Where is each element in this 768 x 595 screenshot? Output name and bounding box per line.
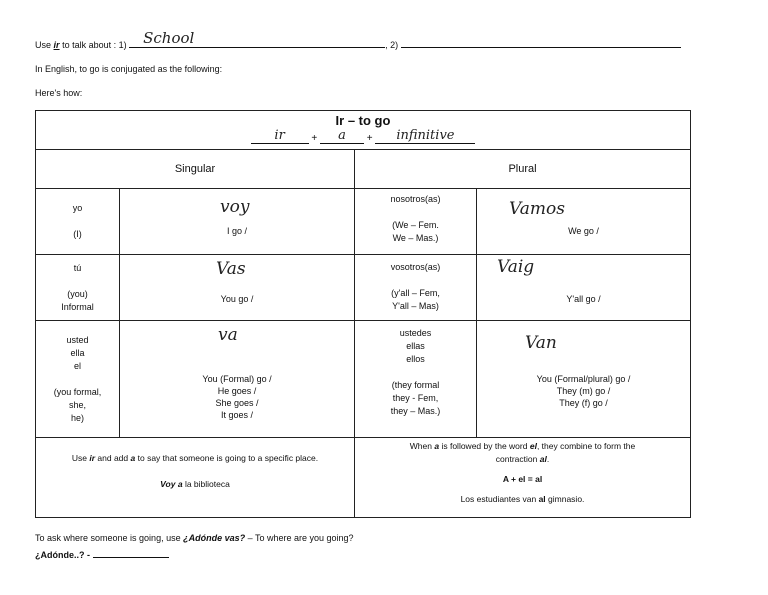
note-text: Use [71, 453, 87, 463]
footer-line-2 [35, 546, 169, 560]
formula-blank-3-handwriting: infinitive [396, 128, 455, 143]
pronoun-spacer [36, 275, 119, 288]
pronoun-line: they - Fem, [392, 393, 439, 403]
answer-1-field[interactable] [129, 29, 385, 48]
contraction-formula: A + el = al [502, 474, 543, 484]
answer-tu-handwriting: Vas [216, 259, 246, 279]
note-contraction [355, 438, 691, 518]
answer-nosotros-handwriting: Vamos [509, 199, 565, 219]
meaning-usted [120, 373, 354, 421]
heres-how [35, 88, 82, 98]
answer-cell-nosotros[interactable] [477, 189, 691, 255]
use-suffix-text: to talk about : 1) [62, 40, 127, 50]
footer-adonde: ¿Adónde..? - [35, 550, 90, 560]
formula-blank-2[interactable] [320, 128, 364, 144]
plural-header: Plural [355, 150, 691, 189]
answer-vosotros-handwriting: Vaig [497, 257, 535, 277]
note-ir-a-example [36, 478, 354, 491]
pronoun-line: ustedes [399, 328, 432, 338]
note-al: al [539, 454, 547, 464]
note-text: to say that someone is going to a specific place. [137, 453, 319, 463]
pronoun-nosotros [355, 189, 477, 255]
pronoun-usted [36, 321, 120, 438]
pronoun-line: ella [70, 347, 85, 358]
meaning-tu: You go / [220, 294, 254, 304]
pronoun-line: ellas [406, 341, 425, 351]
formula-plus-1: + [311, 133, 318, 144]
example-text: gimnasio. [548, 494, 585, 504]
footer-question: ¿Adónde vas? [183, 533, 246, 543]
meaning-line: It goes / [220, 410, 254, 420]
meaning-line: You (Formal) go / [202, 374, 272, 384]
meaning-line: You (Formal/plural) go / [536, 374, 631, 384]
note-a: a [130, 453, 136, 463]
contraction-example [355, 493, 690, 506]
answer-ustedes-handwriting: Van [525, 333, 557, 353]
example-text: Los estudiantes van [460, 494, 537, 504]
pronoun-spacer [36, 215, 119, 228]
note-ir-a-text [36, 452, 354, 465]
pronoun-line: vosotros(as) [390, 262, 441, 272]
meaning-line: She goes / [215, 398, 259, 408]
pronoun-line: (I) [73, 229, 82, 239]
pronoun-yo [36, 189, 120, 255]
note-ir-a [36, 438, 355, 518]
footer-text: To ask where someone is going, use [35, 533, 181, 543]
pronoun-line: (you) [67, 288, 88, 299]
pronoun-line: they – Mas.) [390, 406, 441, 416]
note-contraction-line1 [355, 440, 690, 453]
answer-2-field[interactable] [401, 36, 681, 48]
english-line-text: In English, to go is conjugated as the following: [35, 64, 223, 74]
conjugation-table [35, 110, 691, 518]
pronoun-line: tú [73, 262, 82, 273]
answer-cell-tu[interactable] [120, 255, 355, 321]
answer-cell-usted[interactable] [120, 321, 355, 438]
pronoun-line: (they formal [391, 380, 440, 390]
pronoun-tu [36, 255, 120, 321]
footer-text: – To where are you going? [247, 533, 354, 543]
pronoun-vosotros [355, 255, 477, 321]
pronoun-line: (We – Fem. [392, 220, 439, 230]
pronoun-line: yo [72, 203, 83, 213]
pronoun-ustedes [355, 321, 477, 438]
formula-blank-1[interactable] [251, 128, 309, 144]
pronoun-line: (you formal, [53, 386, 102, 397]
pronoun-line: el [73, 360, 81, 371]
note-a: a [434, 441, 440, 451]
note-text: , they combine to form the [536, 441, 636, 451]
table-title-cell [36, 111, 691, 150]
answer-cell-ustedes[interactable] [477, 321, 691, 438]
heres-how-text: Here's how: [35, 88, 83, 98]
answer-cell-yo[interactable] [120, 189, 355, 255]
meaning-line: They (m) go / [556, 386, 611, 396]
pronoun-spacer [355, 206, 476, 219]
answer-yo-handwriting: voy [220, 197, 250, 217]
pronoun-line: Y'all – Mas) [392, 301, 439, 311]
meaning-yo: I go / [226, 226, 247, 236]
instruction-use-ir [35, 29, 681, 50]
footer-line-1 [35, 533, 354, 543]
note-text: is followed by the word [441, 441, 528, 451]
meaning-vosotros: Y'all go / [566, 294, 601, 304]
pronoun-line: We – Mas.) [392, 233, 439, 243]
ir-word: ir [53, 40, 60, 50]
pronoun-line: usted [66, 334, 89, 345]
pronoun-line: nosotros(as) [390, 194, 441, 204]
answer-cell-vosotros[interactable] [477, 255, 691, 321]
meaning-nosotros: We go / [568, 226, 599, 236]
pronoun-spacer [355, 366, 476, 379]
pronoun-line: he) [70, 412, 84, 423]
adonde-answer-field[interactable] [93, 546, 169, 558]
meaning-ustedes [477, 373, 690, 409]
note-text: contraction [495, 454, 538, 464]
pronoun-line: she, [68, 399, 86, 410]
second-label: , 2) [385, 40, 399, 50]
note-text: When [409, 441, 432, 451]
use-prefix-text: Use [35, 40, 52, 50]
table-title: Ir – to go [335, 113, 391, 128]
pronoun-spacer [36, 373, 119, 386]
meaning-line: They (f) go / [559, 398, 608, 408]
formula-blank-1-handwriting: ir [274, 128, 285, 143]
singular-header: Singular [36, 150, 355, 189]
note-el: el [529, 441, 537, 451]
example-a: a [177, 479, 183, 489]
example-voy: Voy [160, 479, 176, 489]
formula-plus-2: + [366, 133, 373, 144]
pronoun-spacer [355, 274, 476, 287]
note-text: and add [97, 453, 129, 463]
pronoun-line: Informal [61, 301, 94, 312]
answer-usted-handwriting: va [218, 325, 238, 345]
formula-blank-3[interactable] [375, 128, 475, 144]
answer-1-handwriting: School [143, 29, 195, 47]
pronoun-line: ellos [406, 354, 425, 364]
english-line [35, 64, 222, 74]
note-ir: ir [89, 453, 96, 463]
example-rest: la biblioteca [184, 479, 230, 489]
example-al: al [538, 494, 546, 504]
formula-blank-2-handwriting: a [338, 128, 346, 143]
note-text: . [546, 454, 550, 464]
pronoun-line: (y'all – Fem, [391, 288, 440, 298]
note-contraction-line2 [355, 453, 690, 466]
formula [36, 128, 690, 144]
meaning-line: He goes / [217, 386, 257, 396]
